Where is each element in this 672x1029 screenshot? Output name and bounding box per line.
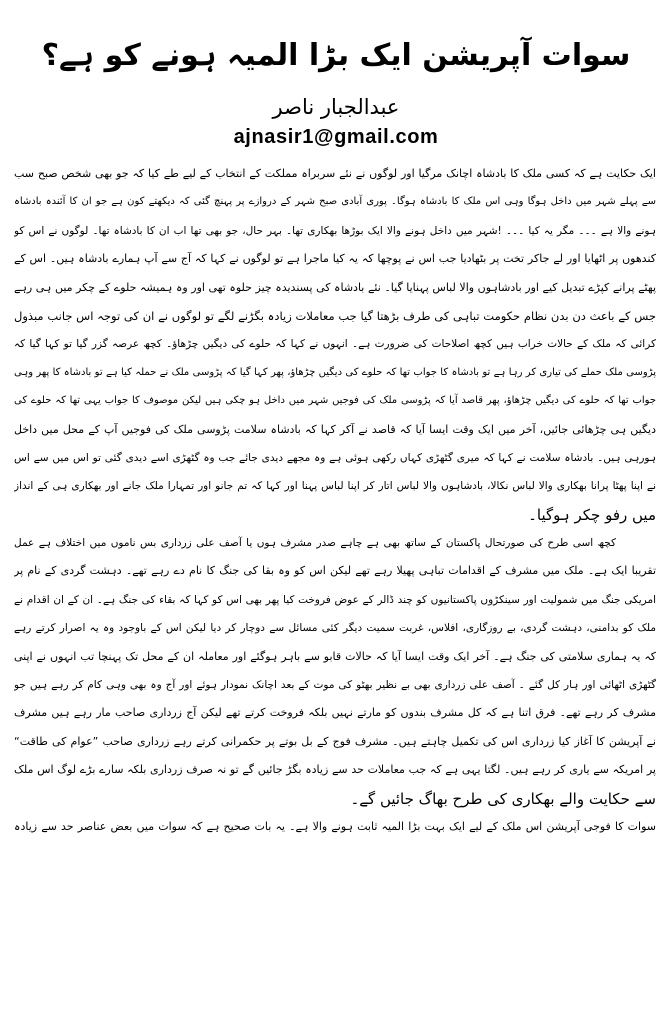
body-line: ایک حکایت ہے کہ کسی ملک کا بادشاہ اچانک مرگیا اور لوگوں نے نئے سربراہ مملکت کے انتخاب کے لیے طے کیا کہ جو بھی شخص صبح سب — [14, 167, 656, 180]
body-line: میں رفو چکر ہوگیا۔ — [528, 505, 656, 524]
body-line: پڑوسی ملک حملے کی تیاری کر رہا ہے تو بادشاہ کا جواب تھا کہ حلوے کی دیگیں چڑھاؤ، پھر کہا گیا کہ پڑوسی ملک نے حملہ کیا ہے تو بادشاہ کا پھر وہی — [14, 366, 656, 378]
body-line: کندھوں پر اٹھایا اور لے جاکر تخت پر بٹھادیا جب اس نے پوچھا کہ یہ کیا ماجرا ہے تو لوگوں نے کہا کہ آج سے آپ ہمارے بادشاہ ہیں۔ اس کے — [14, 252, 656, 266]
author-email: ajnasir1@gmail.com — [233, 126, 439, 148]
body-line: دیگیں ہی چڑھائی جائیں، آخر میں ایک وقت ایسا آیا کہ قاصد نے آکر کہا کہ بادشاہ سلامت پڑوسی ملک کی فوجیں آپ کے محل میں داخل — [14, 422, 656, 436]
article-title: سوات آپریشن ایک بڑا المیہ ہونے کو ہے؟ — [41, 38, 631, 73]
body-line: نے اپنا پھٹا پرانا بھکاری والا لباس نکالا، بادشاہوں والا لباس اتار کر اپنا لباس پہنا اور کہا کہ تم جانو اور تمہارا ملک جانے اور بھکاری ہی کے انداز — [14, 480, 656, 493]
body-line: جواب تھا کہ حلوے کی دیگیں چڑھاؤ، پھر قاصد آیا کہ پڑوسی ملک کی فوجیں شہر میں داخل ہو چکی ہیں لیکن موصوف کا جواب یہی تھا کہ حلوے کی — [14, 395, 656, 407]
author-name: عبدالجبار ناصر — [272, 95, 400, 119]
body-line: تقریبا ایک ہے۔ ملک میں مشرف کے اقدامات تباہی پھیلا رہے تھے لیکن اس کو وہ بقا کی جنگ کا نام دے رہے تھے۔ دہشت گردی کے نام پر — [14, 564, 656, 578]
body-line: ہونے والا ہے ۔۔۔ مگر یہ کیا ۔۔۔ !شہر میں داخل ہونے والا ایک بوڑھا بھکاری تھا۔ بہر حال، جو بھی تھا اب ان کا بادشاہ تھا۔ لوگوں نے اس کو — [14, 224, 656, 237]
body-line: نے آپریشن کا آغاز کیا زرداری اس کی تکمیل چاہتے ہیں۔ مشرف فوج کے بل بوتے پر حکمرانی کرتے رہے زرداری صاحب ”عوام کی طاقت“ — [14, 734, 656, 748]
body-line: امریکی جنگ میں شمولیت اور سینکڑوں پاکستانیوں کو چند ڈالر کے عوض فروخت کیا پھر بھی اس کو کہا کہ بقاء کی جنگ ہے۔ ان کے ان اقدام نے — [14, 593, 656, 606]
body-line: مشرف کر رہے تھے۔ فرق اتنا ہے کہ کل مشرف بندوں کو مارتے نہیں بلکہ فروخت کرتے تھے لیکن آج زرداری صاحب مار رہے ہیں مشرف — [14, 706, 656, 720]
body-line: سے حکایت والے بھکاری کی طرح بھاگ جائیں گے۔ — [350, 789, 656, 808]
body-line: جس کے باعث دن بدن نظام حکومت تباہی کی طرف بڑھتا گیا جب معاملات زیادہ بگڑنے لگے تو لوگوں نے ان کی توجہ اس جانب مبذول — [14, 308, 656, 323]
body-line: پھٹے پرانے کپڑے تبدیل کیے اور بادشاہوں والا لباس پہنایا گیا۔ نئے بادشاہ کی پسندیدہ چیز حلوہ تھی اور وہ ہمیشہ حلوے کے چکر میں ہی رہے — [14, 280, 656, 294]
body-line: ہورہی ہیں۔ بادشاہ سلامت نے کہا کہ میری گٹھڑی کہاں رکھی ہوئی ہے وہ مجھے دیدی جائے جب وہ گٹھڑی اسے دیدی گئی تو اس میں سے اس — [14, 451, 656, 464]
body-line: سے پہلے شہر میں داخل ہوگا وہی اس ملک کا بادشاہ ہوگا۔ پوری آبادی صبح شہر کے دروازے پر پہنچ گئی کہ دیکھتے کون ہے جو ان کا آئندہ بادشاہ — [14, 196, 656, 208]
article-body — [14, 160, 656, 841]
body-line: ملک کو بدامنی، دہشت گردی، بے روزگاری، افلاس، غربت سمیت دیگر کئی مسائل سے دوچار کر دیا لیکن اس کے باوجود وہ یہ اصرار کرتے رہے — [14, 622, 656, 635]
body-line: گٹھڑی اٹھائی اور ہار کل گئے ۔ آصف علی زرداری بھی بے نظیر بھٹو کی موت کے بعد اچانک نمودار ہوئے اور آج وہ بھی وہی کام کر رہے ہیں جو — [14, 679, 656, 692]
body-line: سوات کا فوجی آپریشن اس ملک کے لیے ایک بہت بڑا المیہ ثابت ہونے والا ہے۔ یہ بات صحیح ہے کہ سوات میں بعض عناصر حد سے زیادہ — [14, 819, 656, 833]
body-line: کرائی کہ ملک کے حالات خراب ہیں کچھ اصلاحات کی ضرورت ہے۔ انہوں نے کہا کہ حلوے کی دیگیں چڑھاؤ۔ کچھ عرصہ گزر گیا تو کہا گیا کہ — [14, 338, 656, 351]
body-line: کہ یہ ہماری سلامتی کی جنگ ہے۔ آخر ایک وقت ایسا آیا کہ حالات قابو سے باہر ہوگئے اور معاملہ ان کے محل تک پہنچا تب انہوں نے اپنی — [14, 649, 656, 663]
body-line: کچھ اسی طرح کی صورتحال پاکستان کے ساتھ بھی ہے چاہے صدر مشرف ہوں یا آصف علی زرداری بس ناموں میں اختلاف ہے عمل — [14, 537, 616, 550]
body-line: پر امریکہ سے یاری کر رہے ہیں۔ لگتا یہی ہے کہ جب معاملات حد سے زیادہ بگڑ جائیں گے تو نہ صرف زرداری بلکہ سارے بڑے لوگ اس ملک — [14, 763, 656, 777]
